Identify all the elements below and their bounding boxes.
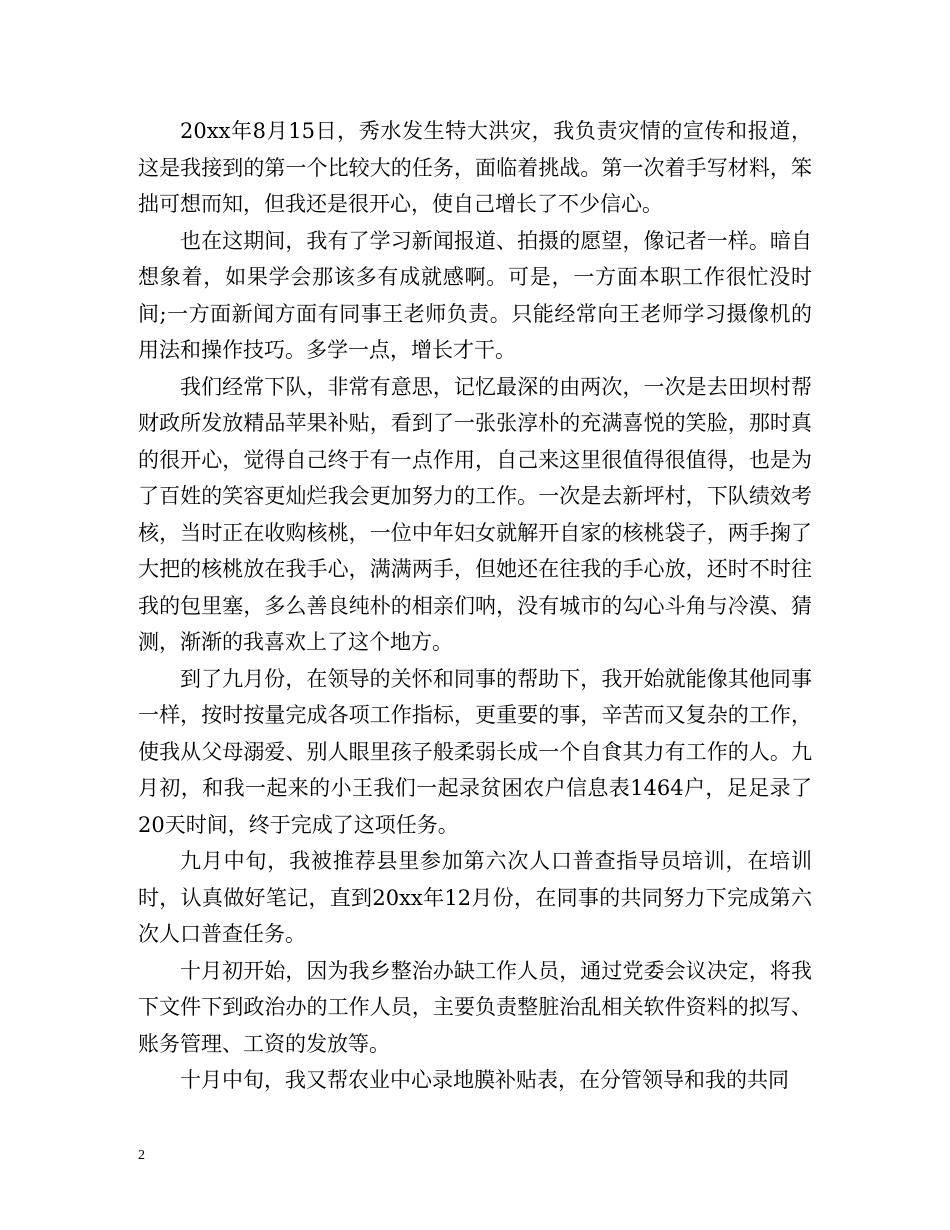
paragraph-october-mid: 十月中旬，我又帮农业中心录地膜补贴表，在分管领导和我的共同 bbox=[180, 1068, 789, 1092]
page-number: 2 bbox=[138, 1148, 145, 1163]
paragraph-village-visits: 我们经常下队，非常有意思，记忆最深的由两次，一次是去田坝村帮财政所发放精品苹果补贴，看到了一张张淳朴的充满喜悦的笑脸，那时真的很开心，觉得自己终于有一点作用，自己来这里很值得很值得，也是为了百姓的笑容更灿烂我会更加努力的工作。一次是去新坪村，下队绩效考核，当时正在收购核桃，一位中年妇女就解开自家的核桃袋子，两手掬了大把的核桃放在我手心，满满两手，但她还在往我的手心放，还时不时往我的包里塞，多么善良纯朴的相亲们呐，没有城市的勾心斗角与冷漠、猜测，渐渐的我喜欢上了这个地方。 bbox=[138, 374, 812, 654]
paragraph-october-start: 十月初开始，因为我乡整治办缺工作人员，通过党委会议决定，将我下文件下到政治办的工作人员，主要负责整脏治乱相关软件资料的拟写、账务管理、工资的发放等。 bbox=[138, 958, 812, 1056]
paragraph-census: 九月中旬，我被推荐县里参加第六次人口普查指导员培训，在培训时，认真做好笔记，直到20xx年12月份，在同事的共同努力下完成第六次人口普查任务。 bbox=[138, 849, 812, 946]
paragraph-news-learning: 也在这期间，我有了学习新闻报道、拍摄的愿望，像记者一样。暗自想象着，如果学会那该多有成就感啊。可是，一方面本职工作很忙没时间;一方面新闻方面有同事王老师负责。只能经常向王老师学习摄像机的用法和操作技巧。多学一点，增长才干。 bbox=[138, 228, 812, 362]
paragraph-september: 到了九月份，在领导的关怀和同事的帮助下，我开始就能像其他同事一样，按时按量完成各项工作指标，更重要的事，辛苦而又复杂的工作，使我从父母溺爱、别人眼里孩子般柔弱长成一个自食其力有工作的人。九月初，和我一起来的小王我们一起录贫困农户信息表1464户，足足录了20天时间，终于完成了这项任务。 bbox=[138, 666, 812, 837]
paragraph-flood-report: 20xx年8月15日，秀水发生特大洪灾，我负责灾情的宣传和报道，这是我接到的第一个比较大的任务，面临着挑战。第一次着手写材料，笨拙可想而知，但我还是很开心，使自己增长了不少信心。 bbox=[138, 119, 812, 216]
document-body bbox=[138, 113, 812, 1099]
